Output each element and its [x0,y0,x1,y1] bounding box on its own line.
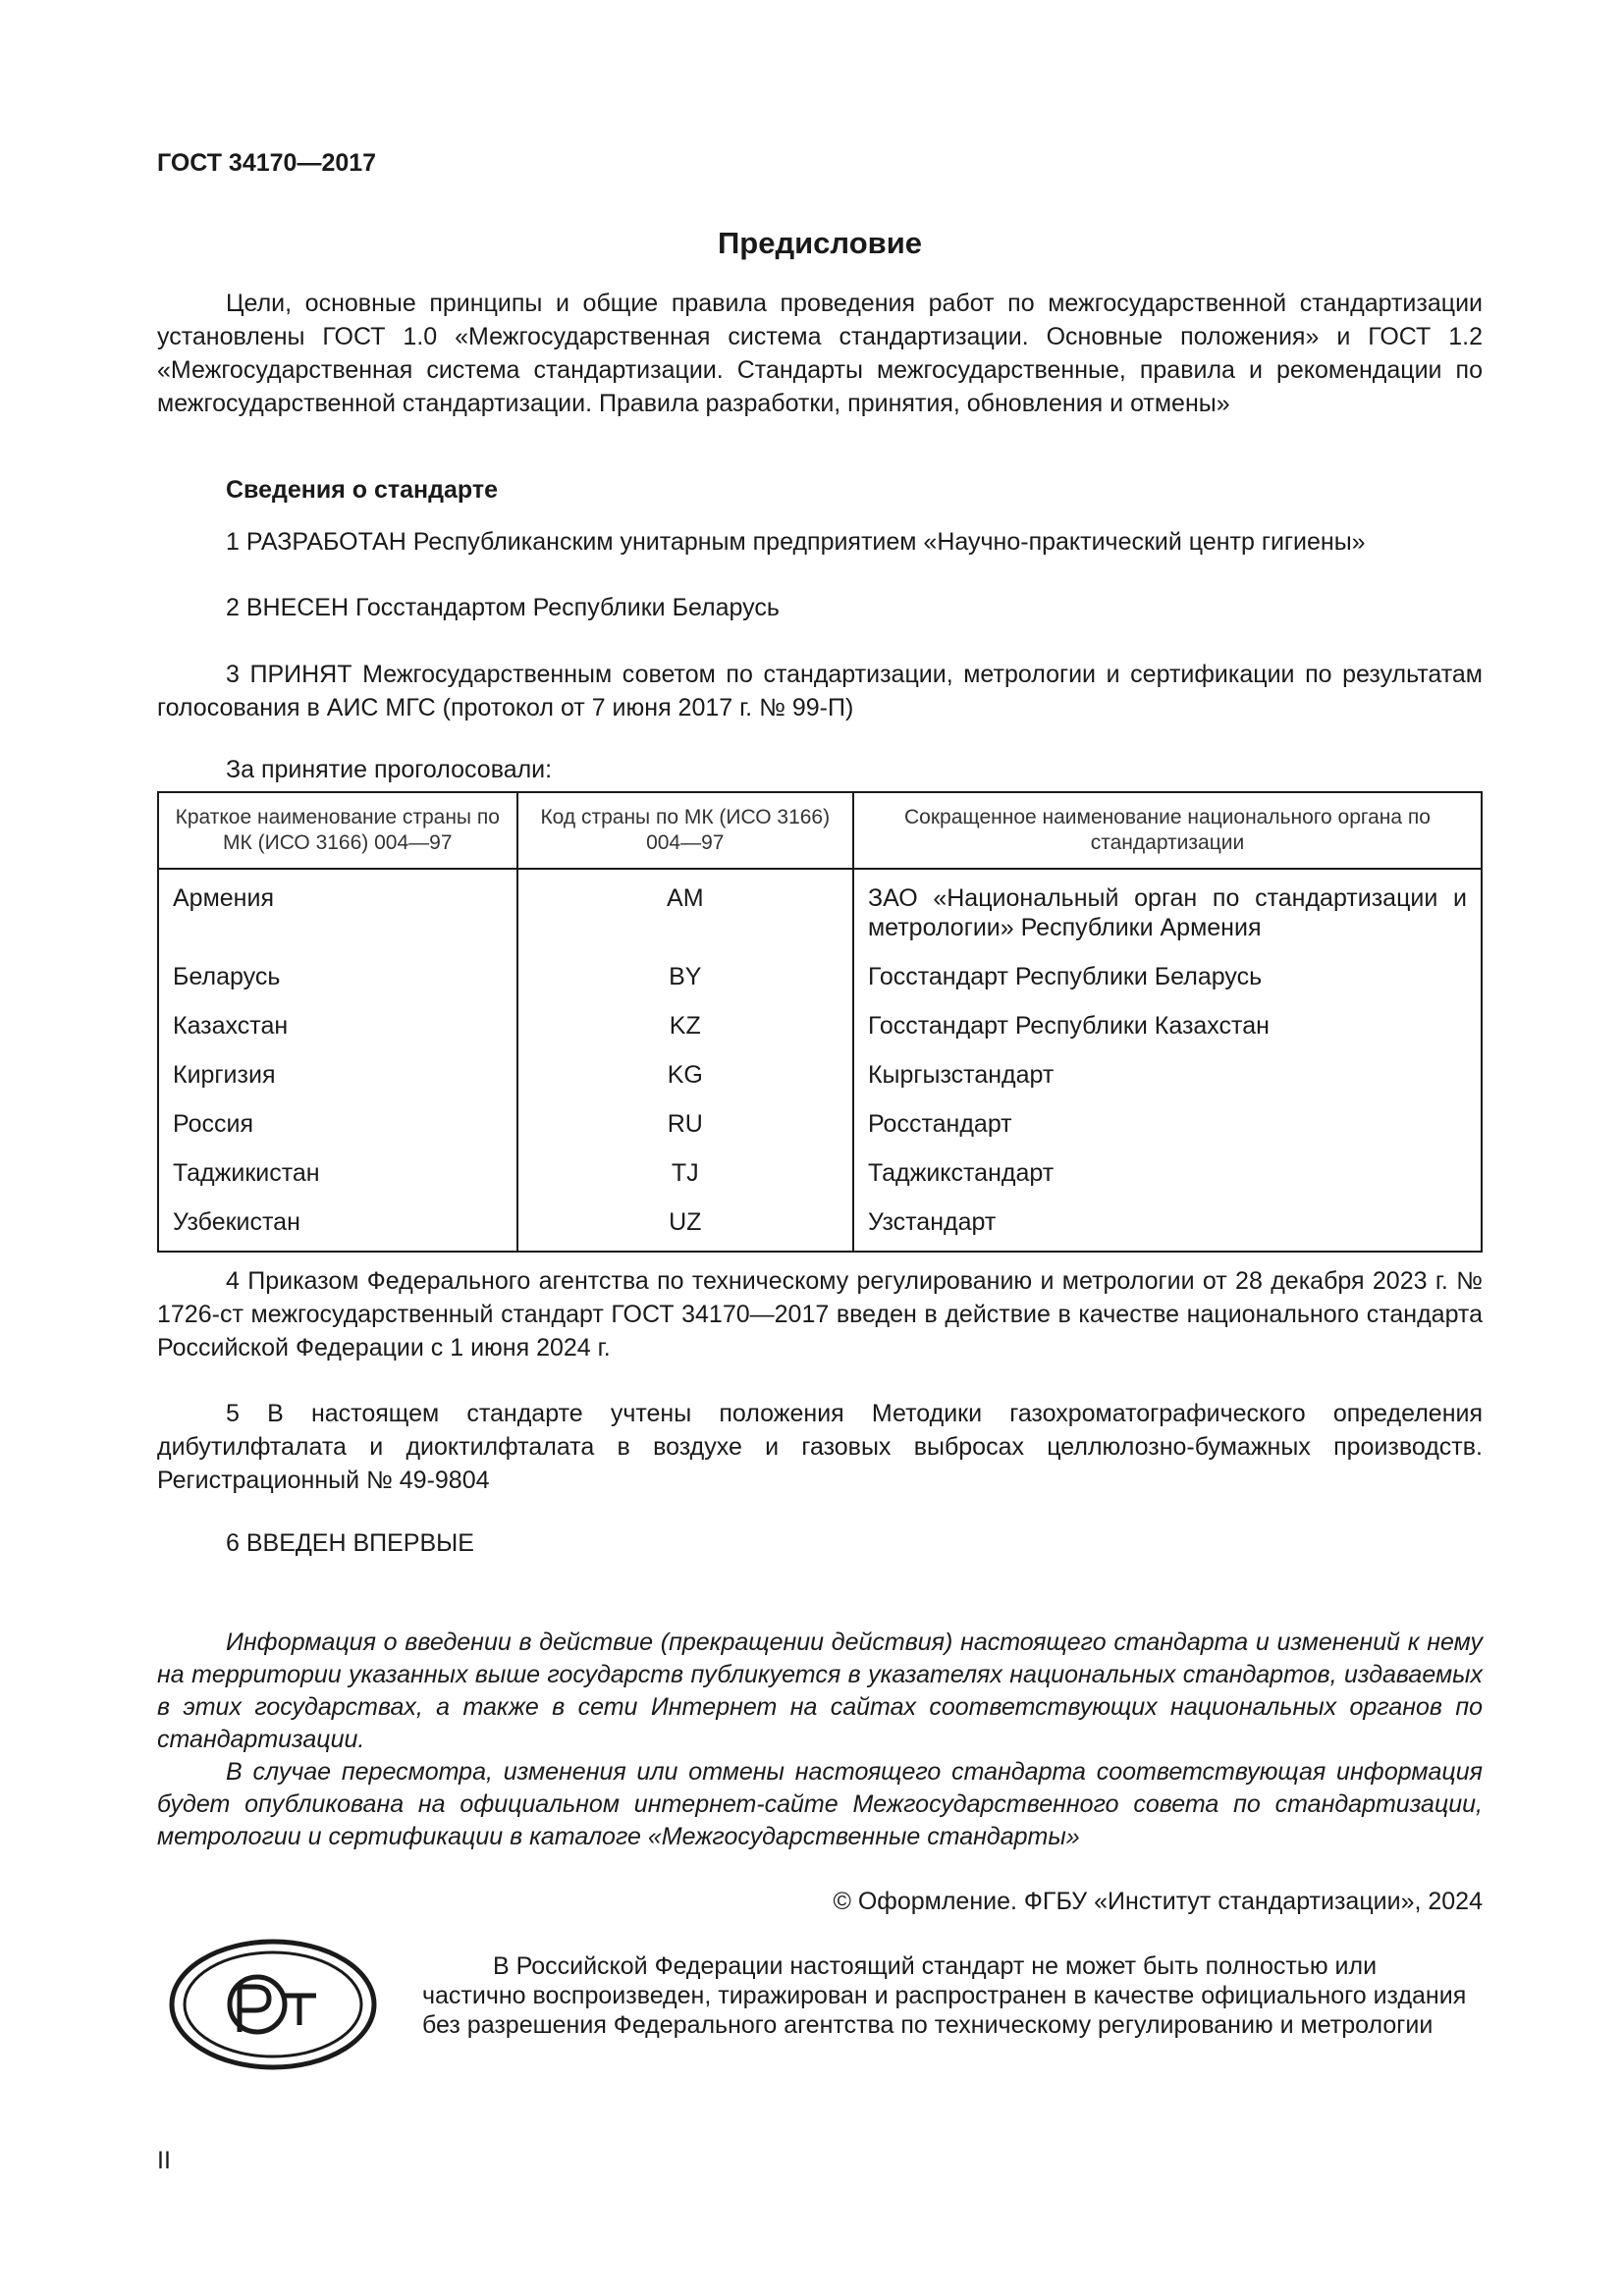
table-row [158,1148,1482,1198]
table-row [158,1050,1482,1099]
table-row [158,1099,1482,1148]
table-row [158,1001,1482,1050]
note-paragraph: Информация о введении в действие (прекращении действия) настоящего стандарта и изменений к нему на территории указанных выше государств публикуется в указателях национальных стандартов, издаваемых в этих государствах, а также в сети Интернет на сайтах соответствующих национальных органов по стандартизации. [157,1629,1483,1753]
cell-code: RU [517,1099,853,1148]
item-6: 6 ВВЕДЕН ВПЕРВЫЕ [226,1529,474,1557]
item-5: 5 В настоящем стандарте учтены положения Методики газохроматографического определения дибутилфталата и диоктилфталата в воздухе и газовых выбросах целлюлозно-бумажных производств. Регистрационный № 49-9804 [157,1400,1483,1494]
cell-country: Казахстан [158,1001,517,1050]
cell-body: Таджикстандарт [853,1148,1482,1198]
foreword-intro: Цели, основные принципы и общие правила проведения работ по межгосударственной стандартизации установлены ГОСТ 1.0 «Межгосударственная система стандартизации. Основные положения» и ГОСТ 1.2 «Межгосударственная система стандартизации. Стандарты межгосударственные, правила и рекомендации по межгосударственной стандартизации. Правила разработки, принятия, обновления и отмены» [157,290,1483,417]
vote-table [157,791,1483,1253]
note-paragraph: В случае пересмотра, изменения или отмены настоящего стандарта соответствующая информация будет опубликована на официальном интернет-сайте Межгосударственного совета по стандартизации, метрологии и сертификации в каталоге «Межгосударственные стандарты» [157,1758,1483,1850]
cell-body: Госстандарт Республики Беларусь [853,952,1482,1001]
rst-logo-icon [169,1939,377,2070]
copyright-line: © Оформление. ФГБУ «Институт стандартизации», 2024 [833,1888,1483,1915]
item-3: 3 ПРИНЯТ Межгосударственным советом по стандартизации, метрологии и сертификации по результатам голосования в АИС МГС (протокол от 7 июня 2017 г. № 99-П) [157,661,1483,721]
cell-country: Россия [158,1099,517,1148]
cell-country: Таджикистан [158,1148,517,1198]
cell-country: Беларусь [158,952,517,1001]
page-title: Предисловие [717,226,922,260]
item-4: 4 Приказом Федерального агентства по техническому регулированию и метрологии от 28 декабря 2023 г. № 1726-ст межгосударственный стандарт ГОСТ 34170—2017 введен в действие в качестве национального стандарта Российской Федерации с 1 июня 2024 г. [157,1267,1483,1362]
cell-code: TJ [517,1148,853,1198]
cell-country: Киргизия [158,1050,517,1099]
item-1: 1 РАЗРАБОТАН Республиканским унитарным предприятием «Научно-практический центр гигиены» [226,528,1366,556]
table-row [158,869,1482,952]
page-number: II [157,2147,171,2174]
item-2: 2 ВНЕСЕН Госстандартом Республики Беларусь [226,594,780,621]
cell-code: KG [517,1050,853,1099]
cell-body: ЗАО «Национальный орган по стандартизации и метрологии» Республики Армения [853,869,1482,952]
header-country: Краткое наименование страны по МК (ИСО 3166) 004—97 [158,792,517,869]
cell-body: Кыргызстандарт [853,1050,1482,1099]
cell-code: BY [517,952,853,1001]
vote-intro: За принятие проголосовали: [226,756,553,783]
cell-body: Узстандарт [853,1198,1482,1252]
header-code: Код страны по МК (ИСО 3166) 004—97 [517,792,853,869]
table-row [158,1198,1482,1252]
cell-body: Госстандарт Республики Казахстан [853,1001,1482,1050]
cell-code: UZ [517,1198,853,1252]
notes-block [157,1627,1483,1853]
cell-country: Узбекистан [158,1198,517,1252]
table-header-row [158,792,1482,869]
info-heading: Сведения о стандарте [226,476,499,504]
standard-id: ГОСТ 34170—2017 [157,149,377,177]
header-body: Сокращенное наименование национального органа по стандартизации [853,792,1482,869]
cell-body: Росстандарт [853,1099,1482,1148]
table-row [158,952,1482,1001]
cell-country: Армения [158,869,517,952]
rights-notice: В Российской Федерации настоящий стандарт не может быть полностью или частично воспроизведен, тиражирован и распространен в качестве официального издания без разрешения Федерального агентства по техническому регулированию и метрологии [422,1952,1467,2039]
cell-code: KZ [517,1001,853,1050]
cell-code: AM [517,869,853,952]
